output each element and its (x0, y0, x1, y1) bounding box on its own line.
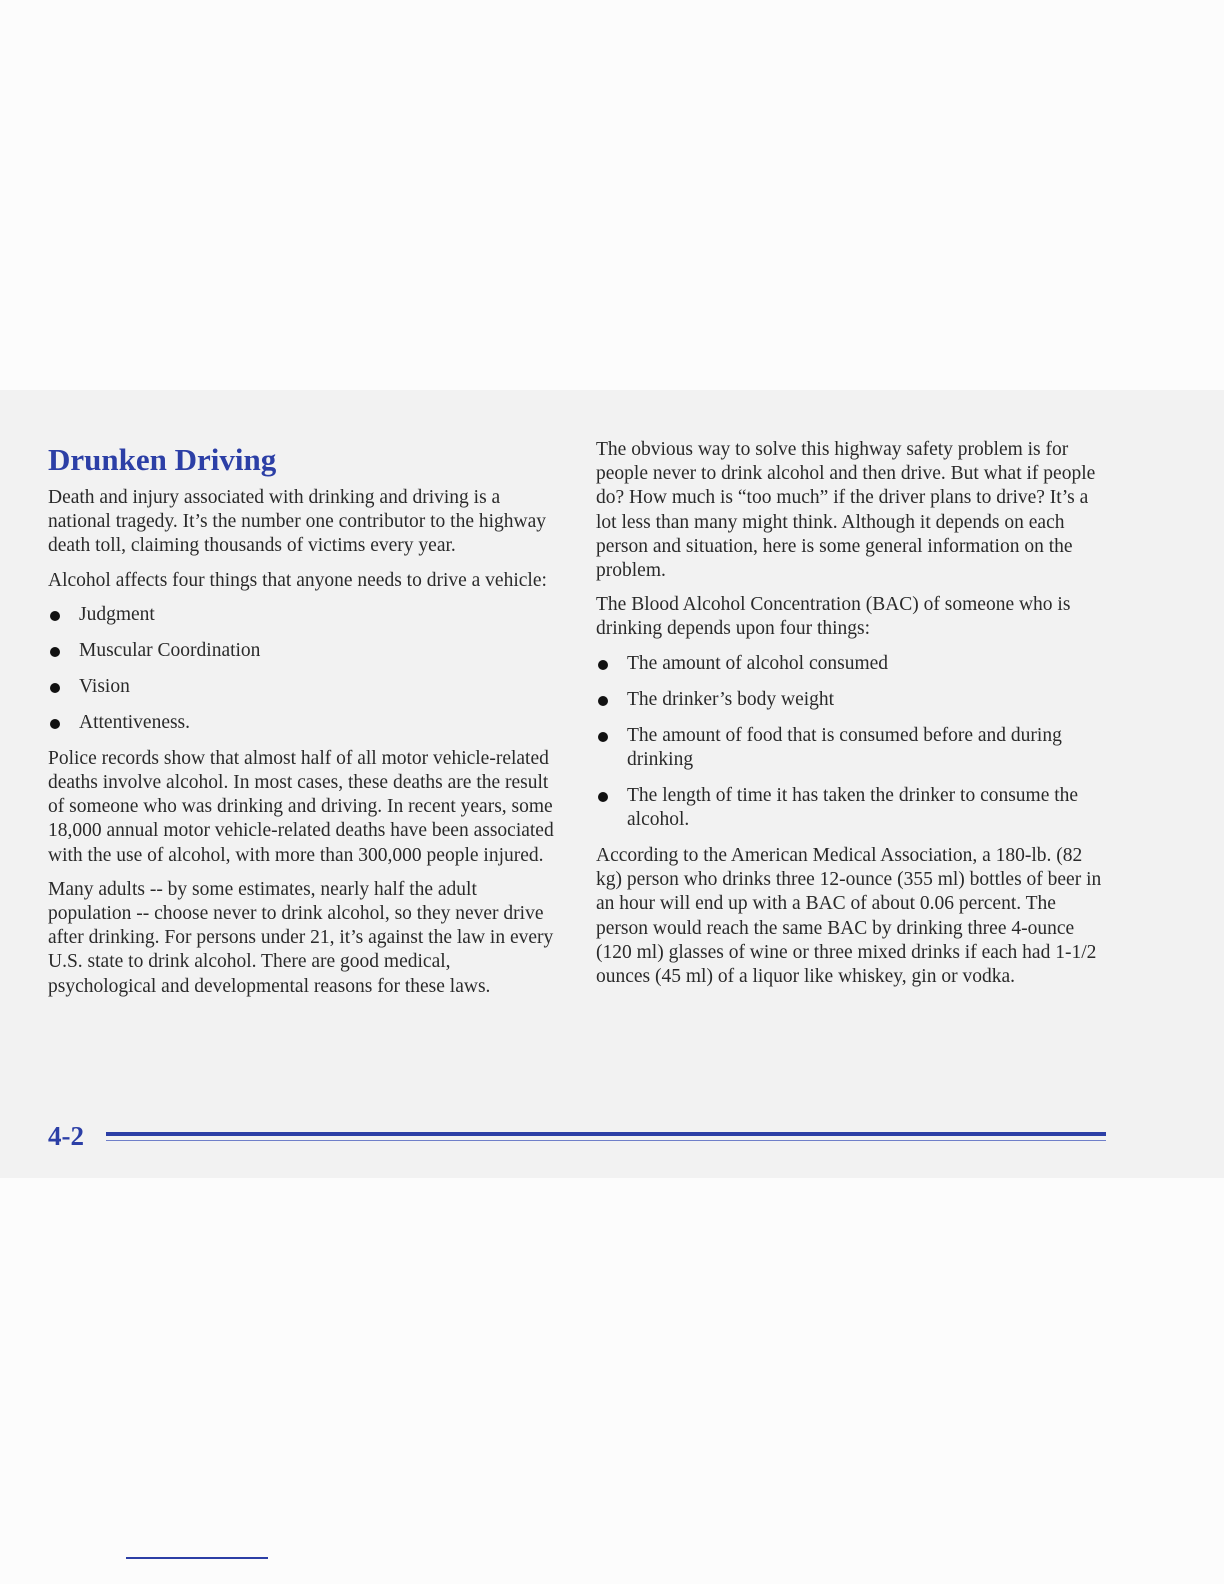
list-item (48, 711, 563, 735)
bullet-icon (598, 660, 608, 670)
bullet-icon (598, 696, 608, 706)
list-item (48, 639, 563, 663)
footer-rule-thin (106, 1140, 1106, 1141)
paragraph-police-records: Police records show that almost half of all motor vehicle-related deaths involve alcohol. In most cases, these deaths are the result of someone who was drinking and driving. In recent years, some 18,000 annual motor vehicle-related deaths have been associated with the use of alcohol, with more than 300,000 people injured. (48, 747, 554, 866)
page-footer (48, 1120, 1108, 1160)
list-item-text: Attentiveness. (79, 711, 191, 733)
list-item-text: The amount of food that is consumed before and during drinking (627, 724, 1062, 770)
section-title: Drunken Driving (48, 442, 277, 477)
footer-rule (106, 1132, 1106, 1136)
paragraph-intro: Death and injury associated with drinking and driving is a national tragedy. It’s the number one contributor to the highway death toll, claiming thousands of victims every year. (48, 487, 547, 557)
list-item (596, 724, 1111, 772)
list-item (596, 652, 1111, 676)
list-item-text: The length of time it has taken the drinker to consume the alcohol. (627, 784, 1079, 831)
bullet-icon (50, 719, 60, 729)
bullet-icon (598, 732, 608, 742)
page-number: 4-2 (48, 1121, 84, 1151)
list-item-text: Muscular Coordination (79, 639, 261, 661)
left-column (48, 438, 563, 1009)
list-item (596, 688, 1111, 712)
list-item-text: The drinker’s body weight (627, 688, 835, 710)
paragraph-alcohol-affects: Alcohol affects four things that anyone needs to drive a vehicle: (48, 569, 547, 591)
list-item-text: Vision (79, 675, 130, 697)
list-item (596, 784, 1111, 832)
paragraph-many-adults: Many adults -- by some estimates, nearly half the adult population -- choose never to drink alcohol, so they never drive after drinking. For persons under 21, it’s against the law in every U.S. state to drink alcohol. There are good medical, psychological and developmental reasons for these laws. (48, 878, 554, 997)
right-column (596, 438, 1111, 999)
paragraph-obvious-way: The obvious way to solve this highway safety problem is for people never to drink alcohol and then drive. But what if people do? How much is “too much” if the driver plans to drive? It’s a lot less than many might think. Although it depends on each person and situation, here is some general information on the problem. (596, 439, 1096, 582)
bullet-icon (50, 683, 60, 693)
bullet-list-bac-factors (596, 652, 1111, 833)
bullet-list-effects (48, 603, 563, 735)
decorative-line (126, 1557, 268, 1559)
list-item-text: The amount of alcohol consumed (627, 652, 889, 674)
paragraph-bac-intro: The Blood Alcohol Concentration (BAC) of someone who is drinking depends upon four things: (596, 594, 1071, 640)
bullet-icon (50, 611, 60, 621)
bullet-icon (598, 792, 608, 802)
paragraph-ama: According to the American Medical Association, a 180-lb. (82 kg) person who drinks three 12-ounce (355 ml) bottles of beer in an hour will end up with a BAC of about 0.06 percent. The person would reach the same BAC by drinking three 4-ounce (120 ml) glasses of wine or three mixed drinks if each had 1-1/2 ounces (45 ml) of a liquor like whiskey, gin or vodka. (596, 845, 1102, 988)
list-item (48, 675, 563, 699)
bullet-icon (50, 647, 60, 657)
list-item-text: Judgment (79, 603, 155, 625)
list-item (48, 603, 563, 627)
